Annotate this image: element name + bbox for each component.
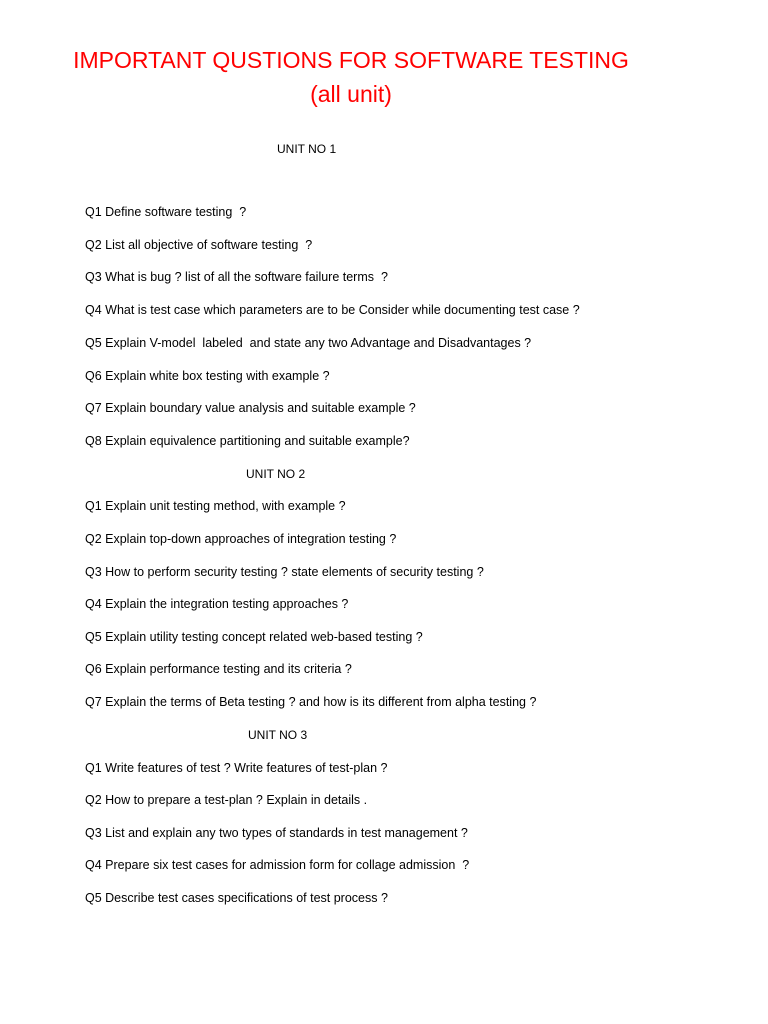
unit-2-question-5: Q5 Explain utility testing concept related web-based testing ?: [85, 630, 423, 644]
document-subtitle: (all unit): [310, 81, 392, 107]
unit-1-question-5: Q5 Explain V-model labeled and state any two Advantage and Disadvantages ?: [85, 336, 532, 350]
unit-1-question-7: Q7 Explain boundary value analysis and suitable example ?: [85, 401, 416, 415]
unit-1-question-2: Q2 List all objective of software testing ?: [85, 238, 313, 252]
unit-3-question-2: Q2 How to prepare a test-plan ? Explain in details .: [85, 793, 368, 807]
unit-2-question-7: Q7 Explain the terms of Beta testing ? and how is its different from alpha testing ?: [85, 695, 537, 709]
unit-1-question-3: Q3 What is bug ? list of all the software failure terms ?: [85, 270, 388, 284]
unit-1-heading: UNIT NO 1: [277, 142, 337, 156]
unit-2-heading: UNIT NO 2: [246, 467, 306, 481]
unit-2-question-4: Q4 Explain the integration testing approaches ?: [85, 597, 349, 611]
unit-2-question-3: Q3 How to perform security testing ? state elements of security testing ?: [85, 565, 484, 579]
unit-3-question-4: Q4 Prepare six test cases for admission form for collage admission ?: [85, 858, 470, 872]
unit-2-question-6: Q6 Explain performance testing and its criteria ?: [85, 662, 352, 676]
unit-3-question-1: Q1 Write features of test ? Write features of test-plan ?: [85, 761, 388, 775]
unit-1-question-6: Q6 Explain white box testing with example ?: [85, 369, 330, 383]
unit-1-question-8: Q8 Explain equivalence partitioning and suitable example?: [85, 434, 410, 448]
unit-1-question-1: Q1 Define software testing ?: [85, 205, 247, 219]
unit-1-question-4: Q4 What is test case which parameters are to be Consider while documenting test case ?: [85, 303, 580, 317]
unit-2-question-2: Q2 Explain top-down approaches of integration testing ?: [85, 532, 397, 546]
unit-2-question-1: Q1 Explain unit testing method, with example ?: [85, 499, 346, 513]
document-title: IMPORTANT QUSTIONS FOR SOFTWARE TESTING: [73, 47, 629, 73]
unit-3-question-5: Q5 Describe test cases specifications of test process ?: [85, 891, 388, 905]
unit-3-heading: UNIT NO 3: [248, 728, 308, 742]
unit-3-question-3: Q3 List and explain any two types of standards in test management ?: [85, 826, 468, 840]
